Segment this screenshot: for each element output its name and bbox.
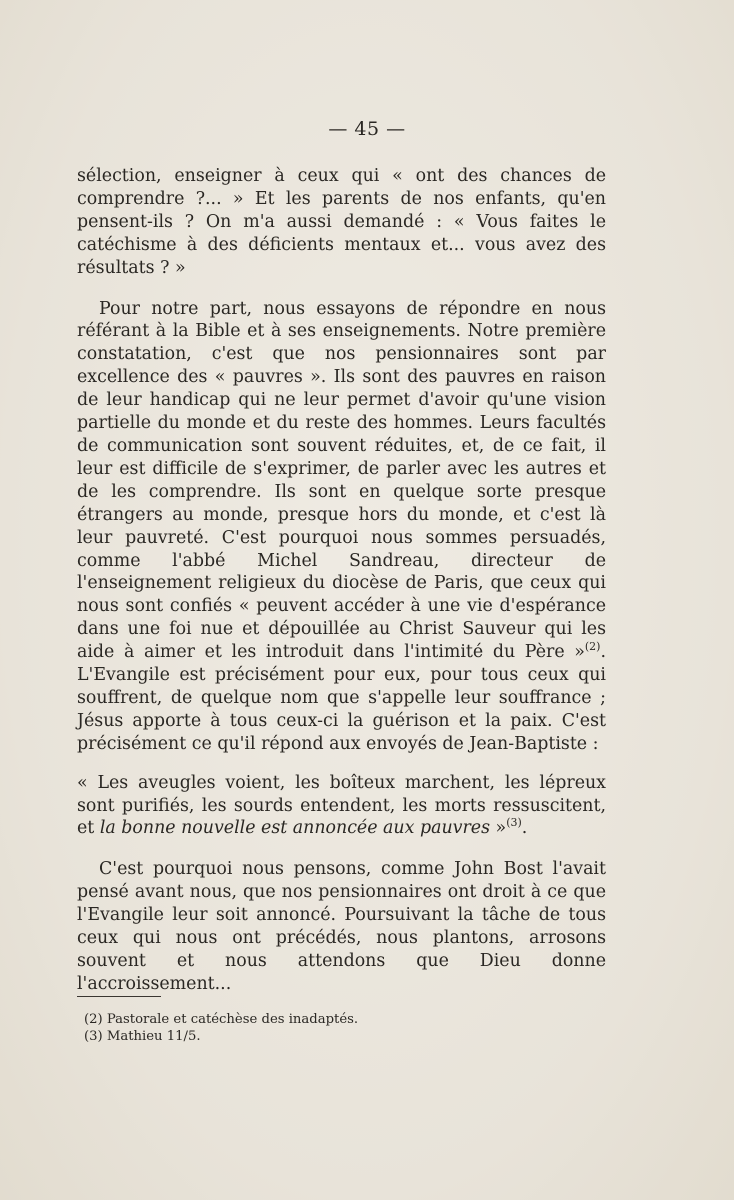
footnote-3: (3) Mathieu 11/5.: [84, 1029, 201, 1044]
quote-end: .: [521, 818, 528, 839]
paragraph-response-text: Pour notre part, nous essayons de répondre en nous référant à la Bible et à ses enseignements. Notre première constatation, c'est que nos pensionnaires sont par excellence des « pauvres ». Ils sont des pauvres en raison de leur handicap qui ne leur permet d'avoir qu'une vision partielle du monde et du reste des hommes. Leurs facultés de communication sont souvent réduites, et, de ce fait, il leur est difficile de s'exprimer, de parler avec les autres et de les comprendre. Ils sont en quelque sorte presque étrangers au monde, presque hors du monde, et c'est là leur pauvreté. C'est pourquoi nous sommes persuadés, comme l'abbé Michel Sandreau, directeur de l'enseignement religieux du diocèse de Paris, que ceux qui nous sont confiés « peuvent accéder à une vie d'espérance dans une foi nue et dépouillée au Christ Sauveur qui les aide à aimer et les introduit dans l'intimité du Père »: [77, 298, 606, 663]
body-text: [77, 165, 606, 996]
paragraph-continuation: sélection, enseigner à ceux qui « ont des chances de comprendre ?... » Et les parents de nos enfants, qu'en pensent-ils ? On m'a aussi demandé : « Vous faites le catéchisme à des déficients mentaux et... vous avez des résultats ? »: [77, 166, 606, 278]
footnote-2: (2) Pastorale et catéchèse des inadaptés.: [84, 1012, 359, 1027]
page-number: — 45 —: [328, 118, 406, 140]
paragraph-response: [77, 298, 606, 756]
footnote-ref-2: (2): [584, 640, 601, 654]
paragraph-response-text-cont: . L'Evangile est précisément pour eux, pour tous ceux qui souffrent, de quelque nom que s'appelle leur souffrance ; Jésus apporte à tous ceux-ci la guérison et la paix. C'est précisément ce qu'il répond aux envoyés de Jean-Baptiste :: [77, 642, 606, 754]
footnotes: [84, 1011, 358, 1045]
quote-close: »: [490, 818, 507, 839]
footnote-ref-3: (3): [506, 816, 522, 830]
footnote-separator: [77, 996, 161, 997]
quote-text: « Les aveugles voient, les boîteux marchent, les lépreux sont purifiés, les sourds entendent, les morts ressuscitent, et: [77, 772, 606, 839]
bible-quote: [77, 772, 606, 841]
quote-italic: la bonne nouvelle est annoncée aux pauvres: [99, 818, 491, 839]
paragraph-conclusion: C'est pourquoi nous pensons, comme John Bost l'avait pensé avant nous, que nos pensionnaires ont droit à ce que l'Evangile leur soit annoncé. Poursuivant la tâche de tous ceux qui nous ont précédés, nous plantons, arrosons souvent et nous attendons que Dieu donne l'accroissement...: [77, 859, 606, 994]
